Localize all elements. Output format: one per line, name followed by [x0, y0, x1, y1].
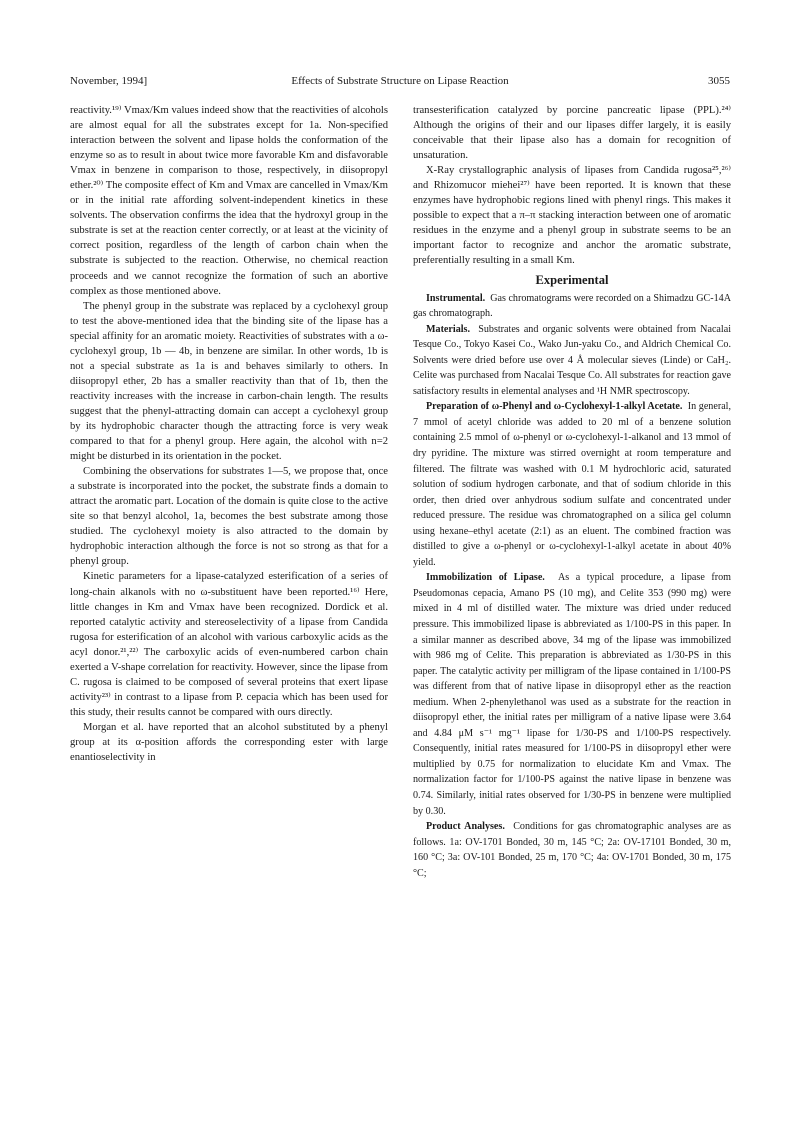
experimental-paragraph — [413, 570, 731, 819]
experimental-paragraph — [413, 291, 731, 322]
section-heading-experimental: Experimental — [535, 272, 609, 287]
paragraph: reactivity.¹⁹⁾ Vmax/Km values indeed show that the reactivities of alcohols are almost equal for all the substrates except for 1a. Non-specified interaction between the solvent and lipase holds the conformation of the enzyme so as to result in about twice more favorable Km and disfavorable Vmax in benzene in comparison to those, respectively, in diisopropyl ether.²⁰⁾ The composite effect of Km and Vmax are cancelled in Vmax/Km or in the initial rate affording solvent-independent kinetics in these solvents. The observation confirms the idea that the hydroxyl group in the substrate is set at the reaction center correctly, or at least at the vicinity of correct position, regardless of the length of carbon chain when the substrate is subjected to the reaction. Otherwise, no chemical reaction proceeds and we cannot recognize the formation of such an abortive complex as those mentioned above. — [70, 105, 388, 297]
run-in-heading: Product Analyses. — [426, 821, 505, 833]
header-date: November, 1994] — [70, 75, 148, 87]
paragraph-text: In general, 7 mmol of acetyl chloride was added to 20 ml of a benzene solution containing 2.5 mmol of ω-phenyl or ω-cyclohexyl-1-alkanol and 13 mmol of dry pyridine. The mixture was stirred overnight at room temperature and filtered. The filtrate was washed with 0.1 M hydrochloric acid, saturated solution of sodium hydrogen carbonate, and that of sodium chloride in this order, then dried over anhydrous sodium sulfate and concentrated under reduced pressure. The residue was chromatographed on a silica gel column using hexane–ethyl acetate (2:1) as an eluent. The combined fraction was distilled to give a ω-phenyl or ω-cyclohexyl-1-alkyl acetate in about 40% yield. — [413, 401, 731, 568]
experimental-paragraph — [413, 322, 731, 400]
paragraph: Combining the observations for substrates 1—5, we propose that, once a substrate is incorporated into the pocket, the substrate finds a domain to attract the aromatic part. Location of the domain is quite close to the active site so that benzyl alcohol, 1a, becomes the best substrate among those studied. The cyclohexyl moiety is also attracted to the domain by hydrophobic interaction although the force is not so strong as that for a phenyl group. — [70, 466, 388, 568]
left-column — [70, 103, 388, 765]
run-in-heading: Immobilization of Lipase. — [426, 572, 545, 584]
running-header — [70, 75, 730, 91]
paragraph-text: Conditions for gas chromatographic analyses are as follows. 1a: OV-1701 Bonded, 30 m, 145 °C; 2a: OV-17101 Bonded, 30 m, 160 °C; 3a: OV-101 Bonded, 25 m, 170 °C; 4a: OV-1701 Bonded, 30 m, 175 °C; — [413, 821, 732, 879]
paragraph-text: Substrates and organic solvents were obtained from Nacalai Tesque Co., Tokyo Kasei Co., Wako Jun-yaku Co., and Aldrich Chemical Co. Solvents were dried before use over 4 Å molecular sieves (Linde) or CaH₂. Celite was purchased from Nacalai Tesque Co. All substrates for reaction gave satisfactory results in elemental analyses and ¹H NMR spectroscopy. — [413, 323, 732, 397]
run-in-heading: Instrumental. — [426, 292, 486, 304]
page-number: 3055 — [708, 75, 730, 87]
paragraph: X-Ray crystallographic analysis of lipases from Candida rugosa²⁵,²⁶⁾ and Rhizomucor miehei²⁷⁾ have been reported. It is known that these enzymes have hydrophobic regions lined with phenyl rings. This makes it possible to expect that a π–π stacking interaction between one of aromatic residues in the enzyme and a phenyl group in substrate seems to be an important factor to recognize and anchor the aromatic substrate, preferentially resulting in a small Km. — [413, 165, 731, 267]
paragraph: Morgan et al. have reported that an alcohol substituted by a phenyl group at its α-position affords the corresponding ester with large enantioselectivity in — [70, 721, 388, 764]
experimental-section — [413, 291, 731, 882]
run-in-heading: Preparation of ω-Phenyl and ω-Cyclohexyl-1-alkyl Acetate. — [426, 401, 683, 413]
paragraph-text: As a typical procedure, a lipase from Pseudomonas cepacia, Amano PS (10 mg), and Celite 353 (990 mg) were mixed in 4 ml of distilled water. The mixture was dried under reduced pressure. This immobilized lipase is abbreviated as 1/100-PS in this paper. In a similar manner as described above, 34 mg of the lipase was immobilized with 986 mg of Celite. This preparation is abbreviated as 1/30-PS in this paper. The catalytic activity per milligram of the lipase contained in 1/100-PS was different from that of native lipase in diisopropyl ether as the reaction medium. When 2-phenylethanol was used as a substrate for the reaction in diisopropyl ether, the initial rates per milligram of a native lipase were 3.64 and 4.84 μM s⁻¹ mg⁻¹ lipase for 1/30-PS and 1/100-PS respectively. Consequently, initial rates measured for 1/100-PS in diisopropyl ether were multiplied by 0.75 for normalization to elucidate Km and Vmax. The normalization factor for 1/100-PS against the native lipase in benzene was 0.74. Similarly, initial rates observed for 1/30-PS in benzene were multiplied by 0.30. — [413, 572, 731, 817]
experimental-paragraph — [413, 819, 731, 881]
experimental-paragraph — [413, 399, 731, 570]
paragraph: transesterification catalyzed by porcine pancreatic lipase (PPL).²⁴⁾ Although the origins of their and our lipases differ largely, it is easily conceivable that their lipase also has a domain for recognition of unsaturation. — [413, 105, 731, 162]
run-in-heading: Materials. — [426, 323, 471, 335]
paragraph-text: Gas chromatograms were recorded on a Shimadzu GC-14A gas chromatograph. — [413, 292, 731, 320]
right-column — [413, 103, 731, 881]
header-title: Effects of Substrate Structure on Lipase Reaction — [291, 75, 509, 87]
paragraph: The phenyl group in the substrate was replaced by a cyclohexyl group to test the above-mentioned idea that the binding site of the lipase has a special affinity for an aromatic moiety. Reactivities of substrates with a ω-cyclohexyl group, 1b — 4b, in benzene are similar. In other words, 1b is not a special substrate as 1a is and behaves similarly to others. In diisopropyl ether, 2b has a smaller reactivity than that of 1b, then the reactivity increases with the increase in carbon-chain length. The results suggest that the phenyl-attracting domain can accept a cyclohexyl group by its hydrophobic character though the attracting force is very weak compared to that for a phenyl group. Here again, the alcohol with n=2 might be disturbed in its orientation in the pocket. — [70, 300, 388, 463]
paragraph: Kinetic parameters for a lipase-catalyzed esterification of a series of long-chain alkanols with no ω-substituent have been reported.¹⁶⁾ Here, little changes in Km and Vmax have been recognized. Dordick et al. reported catalytic activity and stereoselectivity of a lipase from Candida rugosa for esterification of an alcohol with various carboxylic acids as the acyl donor.²¹,²²⁾ The carboxylic acids of even-numbered carbon chain exerted a V-shape correlation for reactivity. However, since the lipase from C. rugosa is claimed to be composed of several proteins that exert lipase activity²³⁾ in contrast to a lipase from P. cepacia which has been used for this study, their results cannot be compared with ours directly. — [70, 571, 388, 718]
